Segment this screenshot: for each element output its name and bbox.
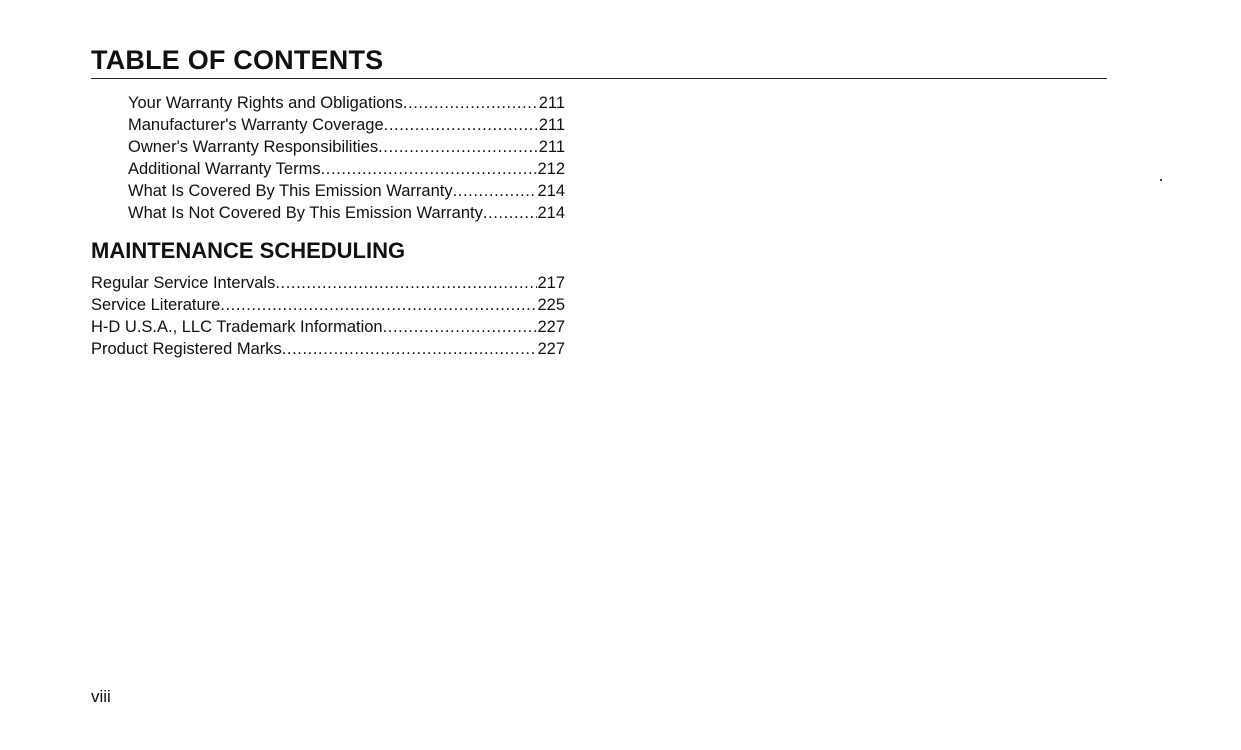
dot-leader bbox=[220, 294, 537, 316]
scan-speck bbox=[1160, 179, 1162, 181]
toc-entry-page: 214 bbox=[537, 182, 565, 200]
dot-leader bbox=[282, 338, 538, 360]
toc-entry[interactable] bbox=[128, 92, 565, 114]
dot-leader bbox=[453, 180, 538, 202]
toc-entry-title: What Is Not Covered By This Emission Warranty bbox=[128, 204, 483, 222]
toc-entry-page: 227 bbox=[537, 318, 565, 336]
dot-leader bbox=[275, 272, 537, 294]
dot-leader bbox=[403, 92, 539, 114]
toc-entry[interactable] bbox=[128, 136, 565, 158]
dot-leader bbox=[321, 158, 538, 180]
toc-entry-page: 227 bbox=[537, 340, 565, 358]
toc-entry[interactable] bbox=[128, 180, 565, 202]
toc-entry-page: 214 bbox=[537, 204, 565, 222]
page-title: TABLE OF CONTENTS bbox=[91, 45, 384, 75]
toc-entry-title: What Is Covered By This Emission Warranty bbox=[128, 182, 453, 200]
toc-entry-title: Product Registered Marks bbox=[91, 340, 282, 358]
toc-entry-title: Regular Service Intervals bbox=[91, 274, 276, 292]
toc-entry[interactable] bbox=[91, 338, 565, 360]
maintenance-entries-list bbox=[91, 272, 565, 360]
section-heading-maintenance: MAINTENANCE SCHEDULING bbox=[91, 238, 406, 263]
toc-entry-page: 217 bbox=[537, 274, 565, 292]
dot-leader bbox=[384, 114, 539, 136]
toc-entry-title: Owner's Warranty Responsibilities bbox=[128, 138, 379, 156]
toc-entry-title: Your Warranty Rights and Obligations bbox=[128, 94, 403, 112]
toc-entry-title: H-D U.S.A., LLC Trademark Information bbox=[91, 318, 383, 336]
title-divider bbox=[91, 78, 1107, 79]
warranty-entries-list bbox=[128, 92, 565, 224]
toc-entry-title: Manufacturer's Warranty Coverage bbox=[128, 116, 384, 134]
toc-entry-title: Additional Warranty Terms bbox=[128, 160, 321, 178]
toc-entry-page: 225 bbox=[537, 296, 565, 314]
toc-entry[interactable] bbox=[128, 158, 565, 180]
toc-entry-page: 212 bbox=[537, 160, 565, 178]
toc-entry-page: 211 bbox=[538, 138, 565, 156]
dot-leader bbox=[378, 136, 539, 158]
toc-entry-page: 211 bbox=[538, 94, 565, 112]
dot-leader bbox=[383, 316, 538, 338]
toc-entry[interactable] bbox=[91, 316, 565, 338]
toc-entry-page: 211 bbox=[538, 116, 565, 134]
toc-entry-title: Service Literature bbox=[91, 296, 221, 314]
toc-entry[interactable] bbox=[91, 294, 565, 316]
toc-entry[interactable] bbox=[128, 202, 565, 224]
page-number: viii bbox=[91, 687, 111, 706]
toc-entry[interactable] bbox=[128, 114, 565, 136]
dot-leader bbox=[483, 202, 538, 224]
toc-entry[interactable] bbox=[91, 272, 565, 294]
